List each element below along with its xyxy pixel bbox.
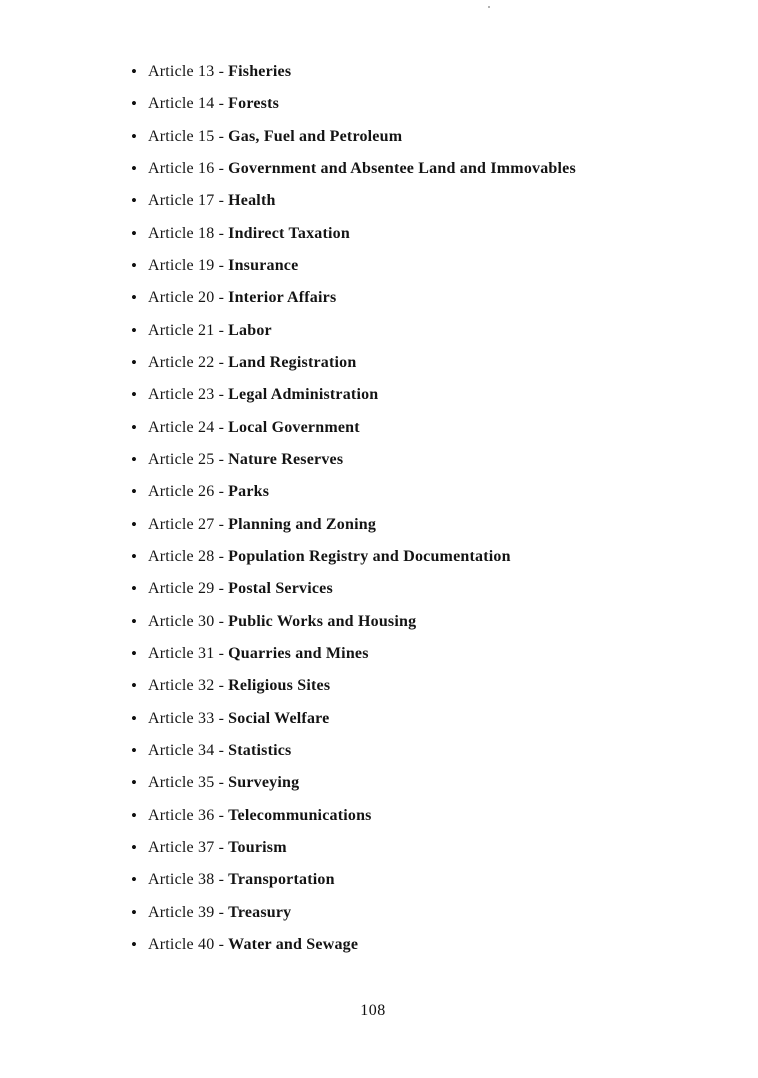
list-item — [0, 606, 758, 638]
list-item — [0, 185, 758, 217]
article-title: Quarries and Mines — [228, 644, 369, 662]
list-item — [0, 56, 758, 88]
article-label: Article 26 - — [148, 483, 225, 501]
article-title: Telecommunications — [228, 806, 372, 824]
article-title: Government and Absentee Land and Immovables — [228, 159, 576, 177]
article-title: Treasury — [228, 903, 292, 921]
article-label: Article 38 - — [148, 871, 225, 889]
article-title: Insurance — [228, 256, 299, 274]
article-title: Interior Affairs — [228, 289, 337, 307]
list-item — [0, 88, 758, 120]
bullet-icon: • — [131, 643, 137, 663]
article-list — [0, 56, 758, 961]
article-label: Article 37 - — [148, 838, 225, 856]
bullet-icon: • — [131, 352, 137, 372]
bullet-icon: • — [131, 837, 137, 857]
article-label: Article 14 - — [148, 95, 225, 113]
bullet-icon: • — [131, 94, 137, 114]
list-item — [0, 638, 758, 670]
list-item — [0, 735, 758, 767]
article-title: Social Welfare — [228, 709, 330, 727]
list-item — [0, 282, 758, 314]
article-label: Article 31 - — [148, 644, 225, 662]
article-label: Article 17 - — [148, 192, 225, 210]
list-item — [0, 897, 758, 929]
article-label: Article 35 - — [148, 774, 225, 792]
bullet-icon: • — [131, 158, 137, 178]
bullet-icon: • — [131, 611, 137, 631]
article-label: Article 33 - — [148, 709, 225, 727]
list-item — [0, 444, 758, 476]
list-item — [0, 250, 758, 282]
bullet-icon: • — [131, 482, 137, 502]
list-item — [0, 703, 758, 735]
article-label: Article 21 - — [148, 321, 225, 339]
bullet-icon: • — [131, 805, 137, 825]
list-item — [0, 412, 758, 444]
list-item — [0, 379, 758, 411]
bullet-icon: • — [131, 385, 137, 405]
article-label: Article 29 - — [148, 580, 225, 598]
bullet-icon: • — [131, 126, 137, 146]
article-title: Gas, Fuel and Petroleum — [228, 127, 403, 145]
list-item — [0, 218, 758, 250]
list-item — [0, 541, 758, 573]
article-title: Planning and Zoning — [228, 515, 377, 533]
article-label: Article 36 - — [148, 806, 225, 824]
article-label: Article 22 - — [148, 353, 225, 371]
article-label: Article 16 - — [148, 159, 225, 177]
bullet-icon: • — [131, 934, 137, 954]
article-label: Article 28 - — [148, 547, 225, 565]
list-item — [0, 670, 758, 702]
list-item — [0, 573, 758, 605]
bullet-icon: • — [131, 417, 137, 437]
list-item — [0, 800, 758, 832]
article-label: Article 20 - — [148, 289, 225, 307]
article-label: Article 18 - — [148, 224, 225, 242]
bullet-icon: • — [131, 676, 137, 696]
article-label: Article 32 - — [148, 677, 225, 695]
article-label: Article 39 - — [148, 903, 225, 921]
article-title: Postal Services — [228, 580, 333, 598]
article-label: Article 25 - — [148, 450, 225, 468]
article-title: Legal Administration — [228, 386, 379, 404]
article-title: Health — [228, 192, 276, 210]
bullet-icon: • — [131, 449, 137, 469]
article-title: Parks — [228, 483, 270, 501]
article-label: Article 13 - — [148, 63, 225, 80]
list-item — [0, 864, 758, 896]
list-item — [0, 832, 758, 864]
article-label: Article 40 - — [148, 935, 225, 953]
list-item — [0, 767, 758, 799]
article-title: Statistics — [228, 741, 292, 759]
bullet-icon: • — [131, 870, 137, 890]
bullet-icon: • — [131, 773, 137, 793]
list-item — [0, 121, 758, 153]
article-title: Water and Sewage — [228, 935, 359, 953]
bullet-icon: • — [131, 223, 137, 243]
scan-artifact-dot — [488, 6, 490, 8]
article-label: Article 19 - — [148, 256, 225, 274]
article-label: Article 15 - — [148, 127, 225, 145]
bullet-icon: • — [131, 708, 137, 728]
article-label: Article 24 - — [148, 418, 225, 436]
list-item — [0, 929, 758, 961]
bullet-icon: • — [131, 288, 137, 308]
list-item — [0, 476, 758, 508]
bullet-icon: • — [131, 191, 137, 211]
bullet-icon: • — [131, 902, 137, 922]
bullet-icon: • — [131, 546, 137, 566]
article-title: Public Works and Housing — [228, 612, 417, 630]
article-title: Land Registration — [228, 353, 357, 371]
bullet-icon: • — [131, 514, 137, 534]
article-label: Article 34 - — [148, 741, 225, 759]
article-title: Local Government — [228, 418, 360, 436]
article-title: Fisheries — [228, 63, 292, 80]
article-title: Forests — [228, 95, 280, 113]
bullet-icon: • — [131, 255, 137, 275]
bullet-icon: • — [131, 62, 137, 81]
list-item — [0, 347, 758, 379]
article-title: Transportation — [228, 871, 335, 889]
bullet-icon: • — [131, 740, 137, 760]
page-number: 108 — [360, 1002, 386, 1019]
article-title: Nature Reserves — [228, 450, 344, 468]
article-title: Tourism — [228, 838, 287, 856]
article-title: Surveying — [228, 774, 300, 792]
list-item — [0, 509, 758, 541]
article-title: Labor — [228, 321, 272, 339]
article-label: Article 23 - — [148, 386, 225, 404]
article-label: Article 30 - — [148, 612, 225, 630]
bullet-icon: • — [131, 579, 137, 599]
bullet-icon: • — [131, 320, 137, 340]
article-label: Article 27 - — [148, 515, 225, 533]
list-item — [0, 315, 758, 347]
article-title: Population Registry and Documentation — [228, 547, 511, 565]
article-title: Religious Sites — [228, 677, 331, 695]
list-item — [0, 153, 758, 185]
article-title: Indirect Taxation — [228, 224, 350, 242]
